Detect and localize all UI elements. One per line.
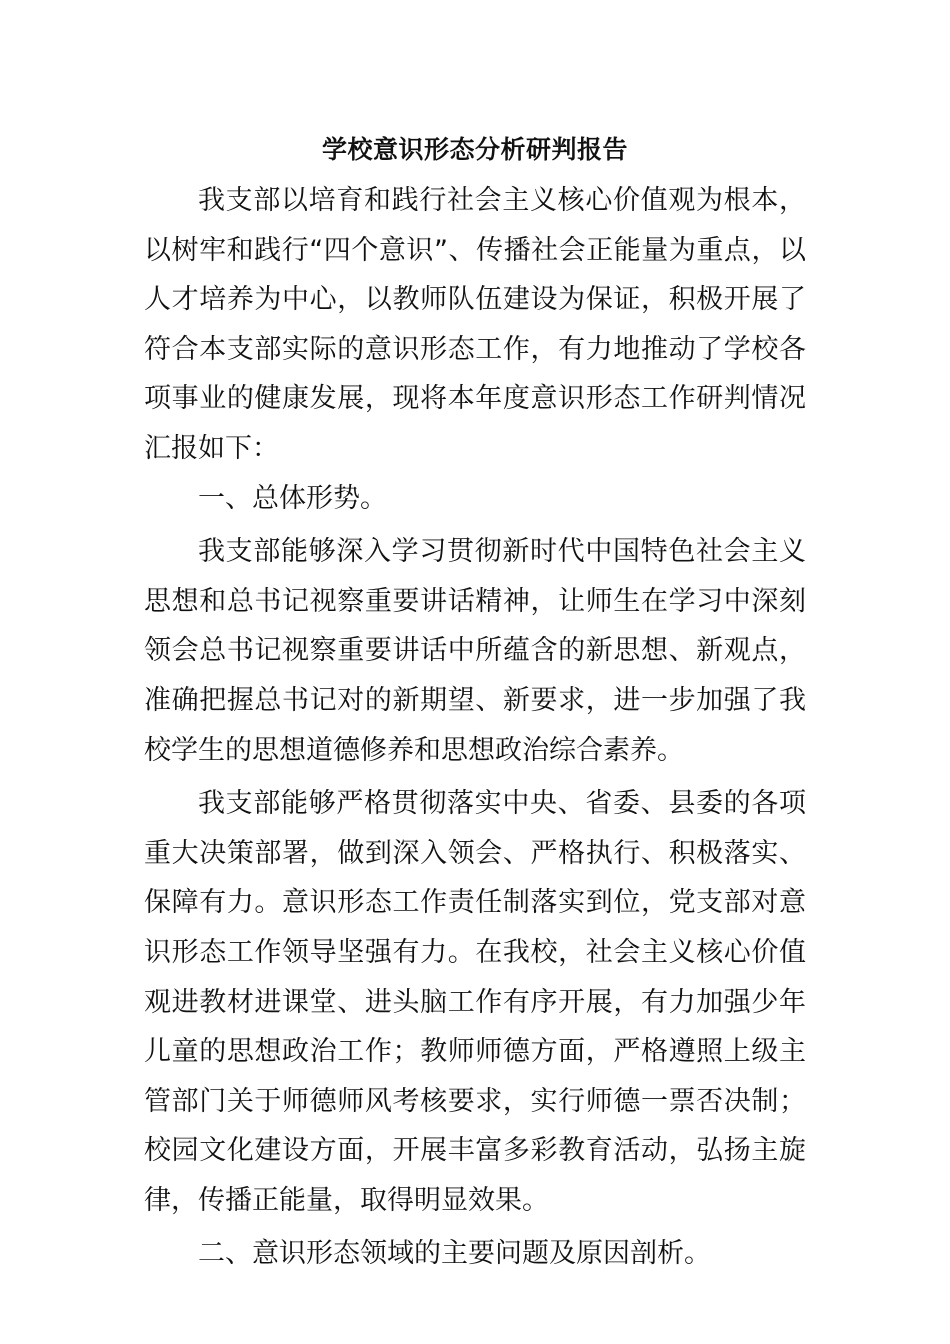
document-title: 学校意识形态分析研判报告 — [321, 135, 628, 164]
document-body — [144, 176, 806, 1279]
intro-paragraph: 我支部以培育和践行社会主义核心价值观为根本，以树牢和践行“四个意识”、传播社会正能量为重点，以人才培养为中心，以教师队伍建设为保证，积极开展了符合本支部实际的意识形态工作，有力地推动了学校各项事业的健康发展，现将本年度意识形态工作研判情况汇报如下： — [144, 185, 806, 464]
body-paragraph: 我支部能够深入学习贯彻新时代中国特色社会主义思想和总书记视察重要讲话精神，让师生在学习中深刻领会总书记视察重要讲话中所蕴含的新思想、新观点，准确把握总书记对的新期望、新要求，进一步加强了我校学生的思想道德修养和思想政治综合素养。 — [144, 536, 806, 766]
section-heading-overall-situation: 一、总体形势。 — [198, 482, 387, 514]
body-paragraph: 我支部能够严格贯彻落实中央、省委、县委的各项重大决策部署，做到深入领会、严格执行、积极落实、保障有力。意识形态工作责任制落实到位，党支部对意识形态工作领导坚强有力。在我校，社会主义核心价值观进教材进课堂、进头脑工作有序开展，有力加强少年儿童的思想政治工作；教师师德方面，严格遵照上级主管部门关于师德师风考核要求，实行师德一票否决制；校园文化建设方面，开展丰富多彩教育活动，弘扬主旋律，传播正能量，取得明显效果。 — [144, 788, 806, 1216]
section-heading-main-problems: 二、意识形态领域的主要问题及原因剖析。 — [198, 1238, 711, 1270]
